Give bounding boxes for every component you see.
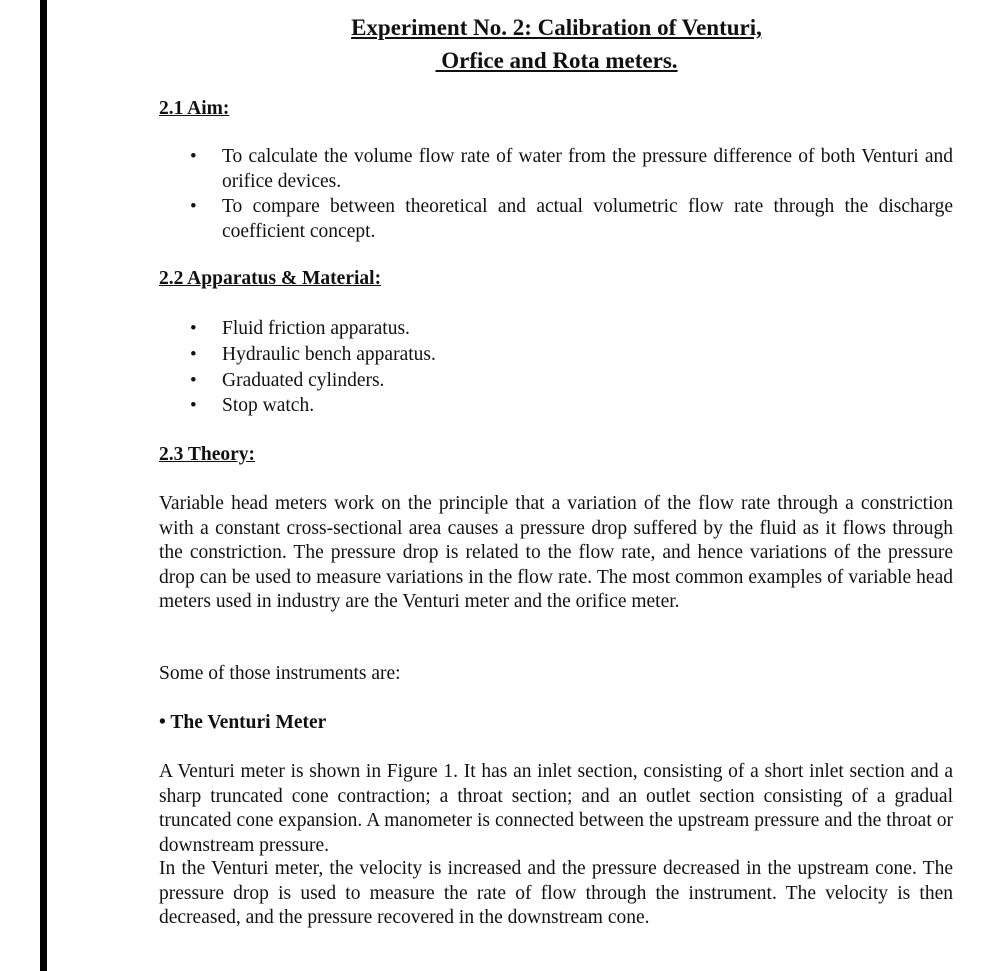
bullet-icon: • — [190, 196, 197, 217]
page-left-border — [40, 0, 47, 971]
instruments-intro: Some of those instruments are: — [159, 663, 401, 684]
theory-heading: 2.3 Theory: — [159, 444, 256, 465]
bullet-icon: • — [190, 318, 197, 339]
aim-list-item — [190, 145, 953, 194]
bullet-icon: • — [190, 395, 197, 416]
aim-item-text: To calculate the volume flow rate of water from the pressure difference of both Venturi and orifice devices. — [222, 146, 953, 192]
theory-paragraph: Variable head meters work on the principle that a variation of the flow rate through a constriction with a constant cross-sectional area causes a pressure drop suffered by the fluid as it flows through the constriction. The pressure drop is related to the flow rate, and hence variations of the pressure drop can be used to measure variations in the flow rate. The most common examples of variable head meters used in industry are the Venturi meter and the orifice meter. — [159, 493, 953, 612]
apparatus-item-text: Stop watch. — [222, 395, 315, 416]
aim-heading: 2.1 Aim: — [159, 98, 230, 119]
apparatus-list-item — [190, 394, 953, 419]
apparatus-list-item — [190, 343, 953, 368]
document-title-line-2 — [160, 45, 953, 77]
apparatus-list-item — [190, 369, 953, 394]
apparatus-list-item — [190, 317, 953, 342]
bullet-icon: • — [190, 146, 197, 167]
venturi-description-paragraph: A Venturi meter is shown in Figure 1. It has an inlet section, consisting of a short inlet section and a sharp truncated cone contraction; a throat section; and an outlet section consisting of a gradual truncated cone expansion. A manometer is connected between the upstream pressure and the throat or downstream pressure. — [159, 761, 953, 856]
aim-item-text: To compare between theoretical and actual volumetric flow rate through the discharge coefficient concept. — [222, 196, 953, 242]
venturi-meter-heading: • The Venturi Meter — [159, 712, 327, 733]
apparatus-item-text: Hydraulic bench apparatus. — [222, 344, 436, 365]
apparatus-item-text: Graduated cylinders. — [222, 370, 385, 391]
document-title-line-1: Experiment No. 2: Calibration of Venturi, — [351, 15, 762, 40]
document-title-line-2-text: Orfice and Rota meters. — [435, 48, 678, 73]
bullet-icon: • — [190, 344, 197, 365]
venturi-operation-paragraph: In the Venturi meter, the velocity is increased and the pressure decreased in the upstream cone. The pressure drop is used to measure the rate of flow through the instrument. The velocity is then decreased, and the pressure recovered in the downstream cone. — [159, 858, 953, 928]
apparatus-heading: 2.2 Apparatus & Material: — [159, 268, 382, 289]
aim-list-item — [190, 195, 953, 244]
bullet-icon: • — [190, 370, 197, 391]
apparatus-item-text: Fluid friction apparatus. — [222, 318, 410, 339]
